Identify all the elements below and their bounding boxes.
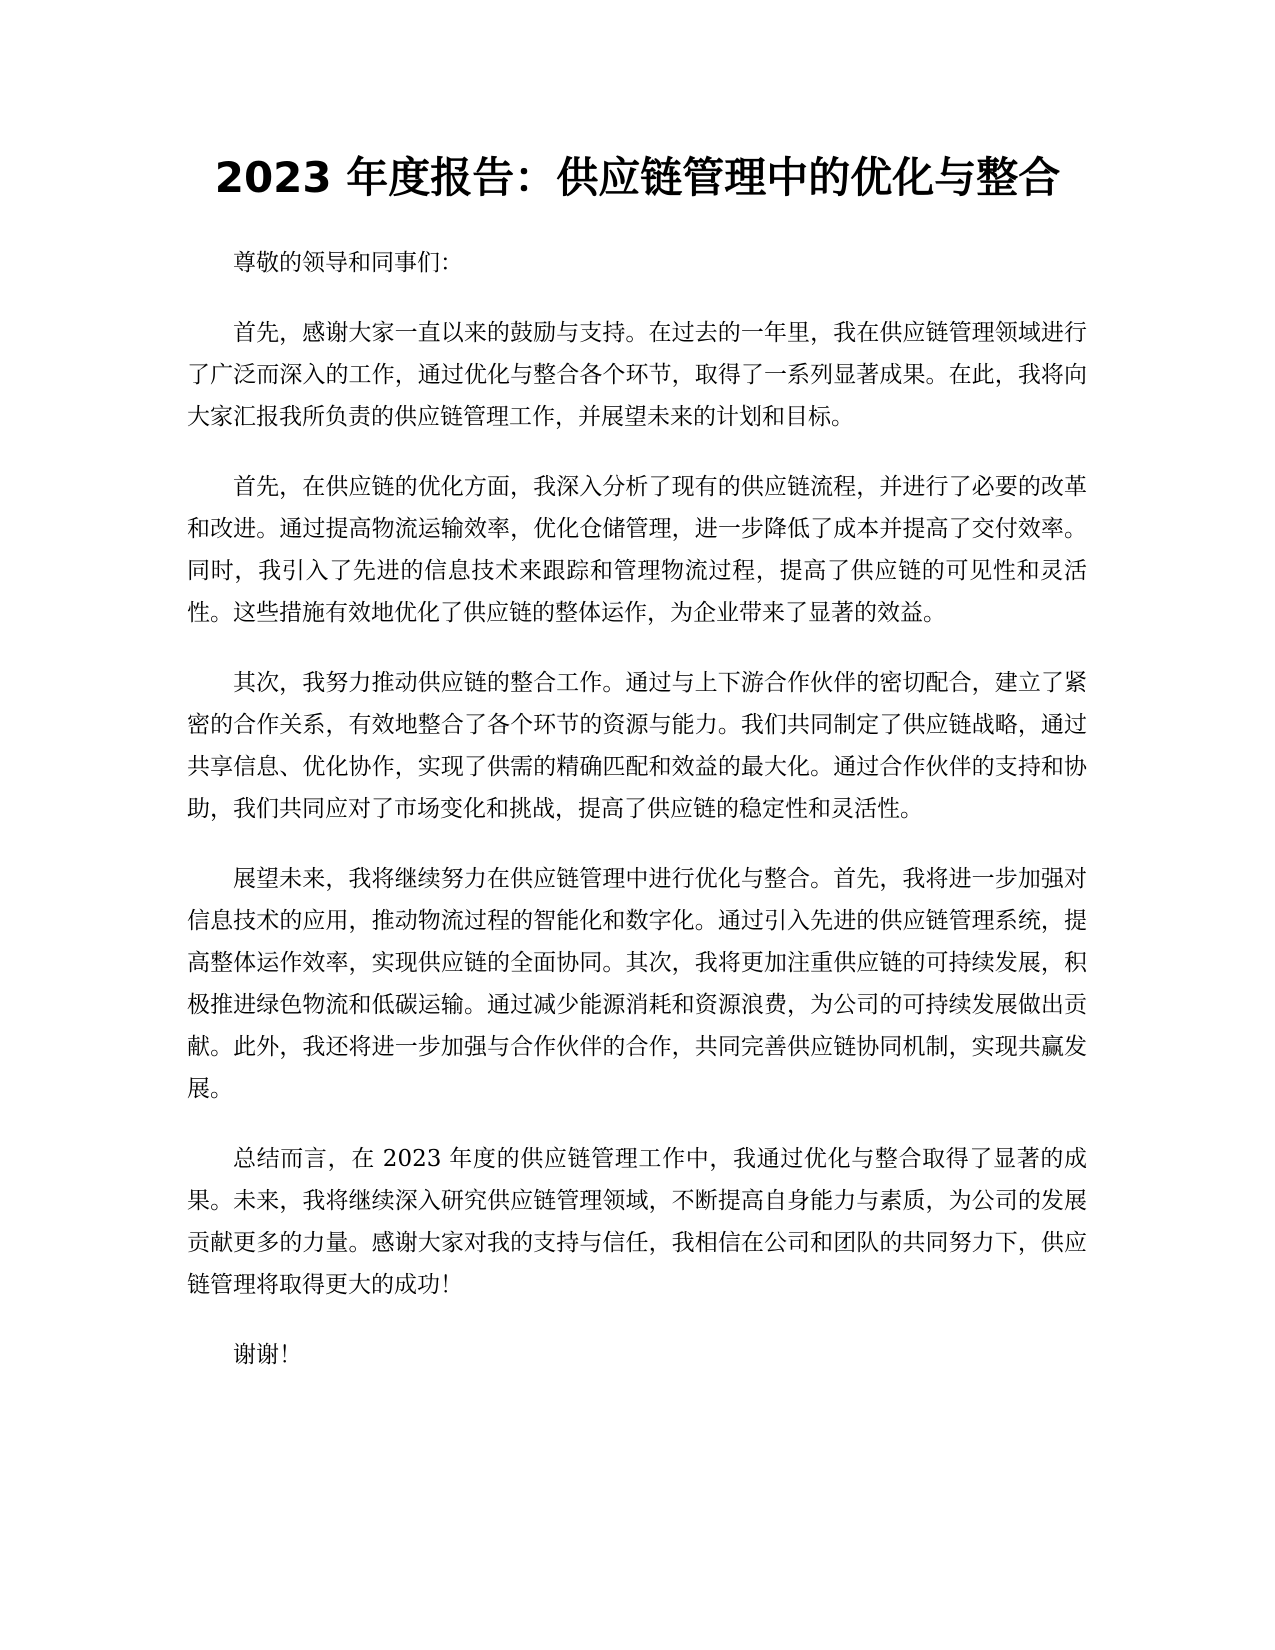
document-body [187, 242, 1087, 1404]
salutation-paragraph: 尊敬的领导和同事们： [233, 250, 463, 276]
outlook-paragraph: 展望未来，我将继续努力在供应链管理中进行优化与整合。首先，我将进一步加强对信息技术的应用，推动物流过程的智能化和数字化。通过引入先进的供应链管理系统，提高整体运作效率，实现供应链的全面协同。其次，我将更加注重供应链的可持续发展，积极推进绿色物流和低碳运输。通过减少能源消耗和资源浪费，为公司的可持续发展做出贡献。此外，我还将进一步加强与合作伙伴的合作，共同完善供应链协同机制，实现共赢发展。 [187, 866, 1087, 1102]
integration-paragraph: 其次，我努力推动供应链的整合工作。通过与上下游合作伙伴的密切配合，建立了紧密的合作关系，有效地整合了各个环节的资源与能力。我们共同制定了供应链战略，通过共享信息、优化协作，实现了供需的精确匹配和效益的最大化。通过合作伙伴的支持和协助，我们共同应对了市场变化和挑战，提高了供应链的稳定性和灵活性。 [187, 670, 1087, 822]
optimization-paragraph: 首先，在供应链的优化方面，我深入分析了现有的供应链流程，并进行了必要的改革和改进。通过提高物流运输效率，优化仓储管理，进一步降低了成本并提高了交付效率。同时，我引入了先进的信息技术来跟踪和管理物流过程，提高了供应链的可见性和灵活性。这些措施有效地优化了供应链的整体运作，为企业带来了显著的效益。 [187, 474, 1087, 626]
intro-paragraph: 首先，感谢大家一直以来的鼓励与支持。在过去的一年里，我在供应链管理领域进行了广泛而深入的工作，通过优化与整合各个环节，取得了一系列显著成果。在此，我将向大家汇报我所负责的供应链管理工作，并展望未来的计划和目标。 [187, 320, 1087, 430]
summary-paragraph: 总结而言，在 2023 年度的供应链管理工作中，我通过优化与整合取得了显著的成果。未来，我将继续深入研究供应链管理领域，不断提高自身能力与素质，为公司的发展贡献更多的力量。感谢大家对我的支持与信任，我相信在公司和团队的共同努力下，供应链管理将取得更大的成功！ [187, 1146, 1087, 1298]
closing-paragraph: 谢谢！ [233, 1342, 302, 1368]
document-title: 2023 年度报告：供应链管理中的优化与整合 [214, 153, 1061, 202]
